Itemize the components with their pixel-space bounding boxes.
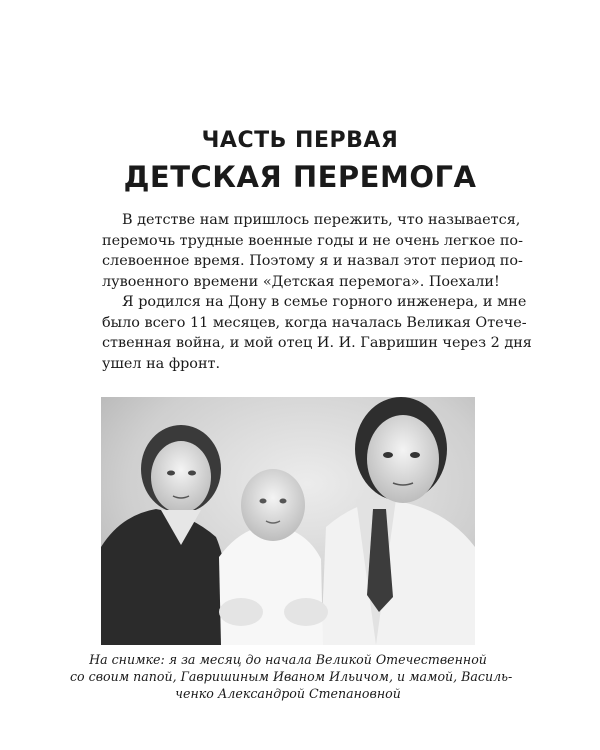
- text-line: ственная война, и мой отец И. И. Гавришин через 2 дня: [102, 335, 532, 351]
- photo-caption: [70, 651, 513, 702]
- body-text: [102, 210, 532, 374]
- text-line: было всего 11 месяцев, когда началась Великая Отече-: [102, 314, 527, 331]
- caption-line: со своим папой, Гавришиным Иваном Ильичом, и мамой, Василь-: [70, 669, 513, 684]
- paragraph-2: [102, 292, 532, 374]
- chapter-title: ДЕТСКАЯ ПЕРЕМОГА: [123, 160, 477, 194]
- text-line: Я родился на Дону в семье горного инженера, и мне: [122, 294, 527, 310]
- caption-line: ченко Александрой Степановной: [175, 686, 401, 701]
- photo-illustration: [101, 397, 475, 645]
- part-label: ЧАСТЬ ПЕРВАЯ: [201, 128, 399, 153]
- text-line: лувоенного времени «Детская перемога». Поехали!: [102, 273, 500, 290]
- paragraph-1: [102, 210, 523, 292]
- text-line: В детстве нам пришлось пережить, что называется,: [122, 212, 521, 228]
- text-line: слевоенное время. Поэтому я и назвал этот период по-: [102, 253, 523, 269]
- caption-line: На снимке: я за месяц до начала Великой Отечественной: [89, 652, 487, 667]
- family-photo: [101, 397, 475, 645]
- text-line: перемочь трудные военные годы и не очень легкое по-: [102, 232, 523, 249]
- text-line: ушел на фронт.: [102, 355, 221, 372]
